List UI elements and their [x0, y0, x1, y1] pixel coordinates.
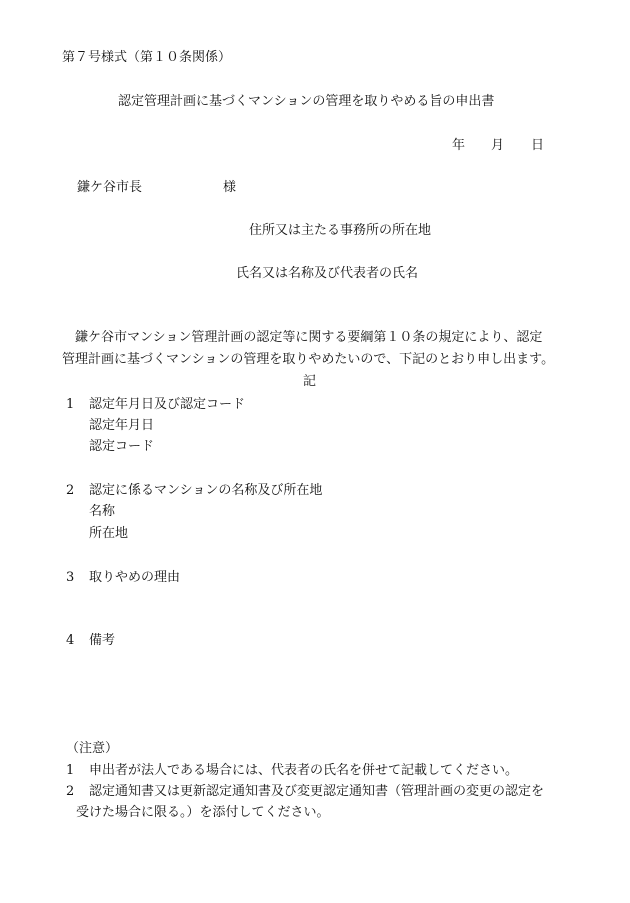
date-day-label: 日 [531, 138, 545, 153]
ki-heading: 記 [303, 374, 317, 389]
note-text: 認定通知書又は更新認定通知書及び変更認定通知書（管理計画の変更の認定を [89, 784, 545, 799]
item-sublabel: 認定コード [89, 439, 155, 454]
item-sublabel: 所在地 [89, 526, 129, 541]
note-text-continued: 受けた場合に限る。）を添付してください。 [76, 805, 330, 820]
item-label: 認定に係るマンションの名称及び所在地 [89, 483, 323, 498]
form-number: 第７号様式（第１０条関係） [62, 50, 232, 65]
document-title: 認定管理計画に基づくマンションの管理を取りやめる旨の申出書 [118, 94, 495, 109]
applicant-name-label: 氏名又は名称及び代表者の氏名 [236, 266, 419, 281]
item-number: 2 [66, 483, 75, 498]
date-year-label: 年 [452, 138, 466, 153]
body-paragraph [62, 327, 562, 371]
date-month-label: 月 [491, 138, 505, 153]
notes-heading: （注意） [66, 741, 119, 756]
item-sublabel: 認定年月日 [89, 418, 155, 433]
applicant-address-label: 住所又は主たる事務所の所在地 [249, 223, 432, 238]
item-sublabel: 名称 [89, 504, 116, 519]
note-number: 2 [66, 784, 75, 799]
body-line-2: 管理計画に基づくマンションの管理を取りやめたいので、下記のとおり申し出ます。 [62, 352, 555, 367]
note-number: 1 [66, 763, 75, 778]
addressee-name: 鎌ケ谷市長 [77, 180, 143, 195]
note-text: 申出者が法人である場合には、代表者の氏名を併せて記載してください。 [89, 763, 519, 778]
body-line-1: 鎌ケ谷市マンション管理計画の認定等に関する要綱第１０条の規定により、認定 [75, 330, 543, 345]
item-label: 備考 [89, 633, 116, 648]
addressee-honorific: 様 [223, 180, 237, 195]
item-number: 3 [66, 570, 75, 585]
item-number: 4 [66, 633, 75, 648]
item-label: 認定年月日及び認定コード [89, 397, 246, 412]
item-number: 1 [66, 397, 75, 412]
item-label: 取りやめの理由 [89, 570, 181, 585]
